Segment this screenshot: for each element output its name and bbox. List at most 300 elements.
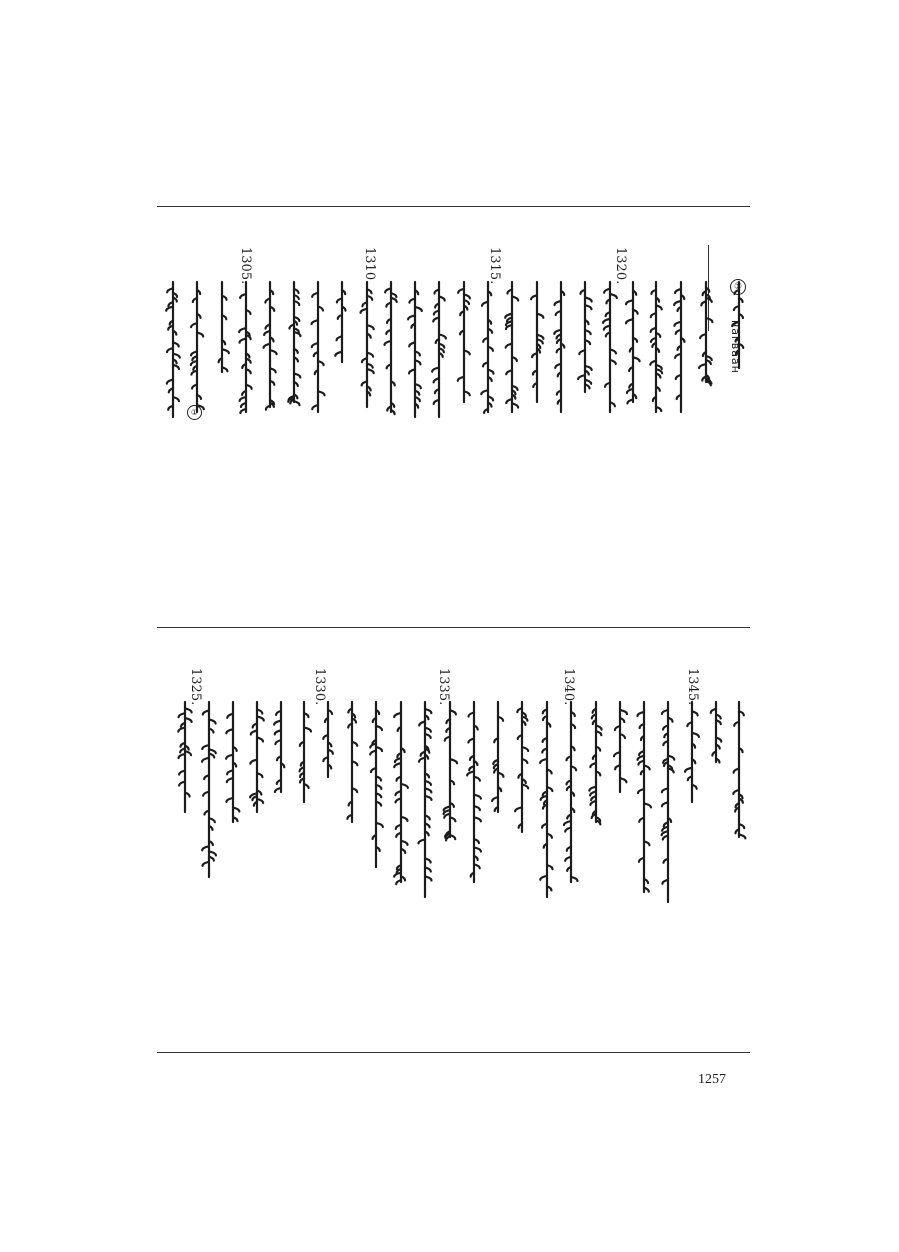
script-stroke: [386, 330, 391, 334]
script-stroke: [488, 403, 491, 407]
script-stroke: [342, 307, 345, 311]
script-stroke: [687, 722, 692, 726]
lower-script-line: [515, 702, 528, 832]
script-stroke: [557, 391, 561, 395]
script-stroke: [246, 353, 249, 357]
script-stroke: [433, 318, 439, 322]
script-stroke: [401, 876, 405, 880]
script-stroke: [432, 368, 439, 372]
script-stroke: [641, 770, 644, 774]
script-stroke: [668, 765, 672, 769]
upper-script-line: [191, 282, 204, 412]
script-stroke: [270, 400, 274, 404]
script-stroke: [398, 727, 401, 731]
script-stroke: [246, 369, 251, 373]
upper-script-line: [531, 282, 543, 402]
script-stroke: [639, 858, 644, 862]
script-stroke: [522, 784, 528, 788]
script-stroke: [620, 718, 624, 722]
script-stroke: [739, 824, 744, 828]
script-stroke: [226, 798, 233, 802]
script-stroke: [610, 294, 617, 298]
script-stroke: [391, 293, 396, 297]
script-stroke: [385, 341, 391, 345]
script-stroke: [191, 351, 197, 355]
script-stroke: [585, 298, 592, 302]
script-stroke: [222, 296, 227, 300]
script-stroke: [592, 714, 596, 718]
script-stroke: [415, 384, 421, 388]
inline-footnote-marker: ①: [187, 405, 202, 420]
script-stroke: [318, 307, 323, 311]
script-stroke: [168, 326, 173, 330]
script-stroke: [656, 348, 659, 352]
script-stroke: [506, 370, 512, 374]
script-stroke: [395, 758, 401, 762]
script-stroke: [246, 359, 251, 363]
script-stroke: [394, 763, 401, 767]
script-stroke: [564, 821, 571, 825]
script-stroke: [561, 344, 564, 348]
script-stroke: [678, 307, 681, 311]
script-stroke: [419, 758, 425, 762]
script-stroke: [663, 741, 668, 745]
upper-script-line: [481, 282, 493, 413]
script-stroke: [585, 380, 591, 384]
script-stroke: [300, 742, 304, 746]
script-stroke: [464, 306, 467, 310]
script-stroke: [638, 789, 644, 793]
script-stroke: [275, 740, 281, 744]
script-stroke: [706, 378, 710, 382]
script-stroke: [415, 391, 419, 395]
line-number-1345: 1345.: [685, 668, 700, 706]
script-stroke: [385, 288, 391, 292]
script-stroke: [328, 710, 332, 714]
script-stroke: [700, 334, 706, 338]
script-stroke: [394, 873, 401, 877]
script-stroke: [739, 298, 743, 302]
script-stroke: [739, 314, 743, 318]
script-stroke: [663, 836, 668, 840]
script-stroke: [542, 748, 547, 752]
script-stroke: [590, 763, 596, 767]
upper-script-line: [219, 282, 229, 372]
script-stroke: [488, 291, 491, 295]
script-stroke: [419, 722, 425, 726]
script-stroke: [376, 793, 381, 797]
script-stroke: [610, 349, 616, 353]
script-stroke: [300, 778, 304, 782]
script-stroke: [541, 796, 547, 800]
script-stroke: [736, 803, 739, 807]
script-stroke: [425, 823, 430, 827]
script-stroke: [348, 724, 352, 728]
script-stroke: [474, 847, 481, 851]
script-stroke: [620, 710, 627, 714]
script-stroke: [192, 356, 197, 360]
script-stroke: [668, 818, 671, 822]
script-stroke: [641, 736, 644, 740]
lower-script-line: [444, 702, 457, 840]
script-stroke: [209, 749, 216, 753]
script-stroke: [591, 796, 596, 800]
script-stroke: [543, 791, 547, 795]
script-stroke: [543, 805, 547, 809]
script-stroke: [522, 712, 526, 716]
script-stroke: [240, 409, 246, 413]
script-stroke: [294, 382, 298, 386]
script-stroke: [396, 825, 401, 829]
lower-script-line: [370, 702, 383, 867]
script-stroke: [349, 802, 352, 806]
script-stroke: [445, 834, 450, 838]
script-stroke: [204, 811, 209, 815]
script-stroke: [712, 752, 716, 756]
script-stroke: [604, 326, 610, 330]
top-rule: [157, 206, 750, 207]
line-number-1305: 1305.: [238, 247, 253, 285]
script-stroke: [692, 711, 698, 715]
script-stroke: [656, 369, 662, 373]
script-stroke: [596, 731, 601, 735]
script-stroke: [446, 836, 450, 840]
script-stroke: [488, 396, 493, 400]
script-stroke: [512, 395, 515, 399]
script-stroke: [464, 300, 469, 304]
script-stroke: [257, 791, 261, 795]
script-stroke: [178, 728, 185, 732]
script-stroke: [209, 857, 214, 861]
script-stroke: [606, 299, 610, 303]
script-stroke: [352, 719, 356, 723]
script-stroke: [507, 290, 512, 294]
script-stroke: [735, 808, 739, 812]
script-stroke: [506, 325, 512, 329]
script-stroke: [663, 859, 668, 863]
middle-rule: [157, 627, 750, 628]
line-number-1325: 1325.: [188, 668, 203, 706]
script-stroke: [257, 710, 262, 714]
script-stroke: [739, 799, 743, 803]
script-stroke: [179, 771, 185, 775]
script-stroke: [444, 806, 450, 810]
script-stroke: [185, 746, 189, 750]
script-stroke: [304, 784, 309, 788]
script-stroke: [191, 371, 197, 375]
script-stroke: [203, 711, 209, 715]
script-stroke: [434, 400, 439, 404]
script-stroke: [401, 849, 405, 853]
script-stroke: [668, 768, 674, 772]
script-stroke: [567, 780, 571, 784]
upper-script-line: [239, 282, 251, 413]
script-stroke: [537, 314, 543, 318]
script-stroke: [376, 747, 382, 751]
script-stroke: [222, 349, 229, 353]
script-stroke: [620, 734, 625, 738]
script-stroke: [512, 403, 518, 407]
script-stroke: [662, 802, 668, 806]
script-stroke: [474, 864, 480, 868]
script-stroke: [633, 357, 640, 361]
script-stroke: [239, 328, 246, 332]
script-stroke: [294, 349, 298, 353]
lower-script-line: [274, 702, 284, 792]
script-stroke: [567, 847, 571, 851]
upper-script-line: [505, 282, 518, 412]
script-stroke: [506, 344, 512, 348]
script-stroke: [557, 334, 561, 338]
script-stroke: [435, 304, 439, 308]
script-stroke: [257, 717, 264, 721]
script-stroke: [469, 766, 474, 770]
script-stroke: [435, 389, 439, 393]
script-stroke: [470, 756, 474, 760]
script-stroke: [173, 397, 179, 401]
script-stroke: [421, 752, 425, 756]
script-stroke: [257, 773, 262, 777]
script-stroke: [716, 738, 721, 742]
script-stroke: [446, 728, 450, 732]
script-stroke: [474, 777, 480, 781]
script-stroke: [277, 780, 281, 784]
script-stroke: [411, 324, 415, 328]
script-stroke: [418, 839, 425, 843]
script-stroke: [193, 298, 197, 302]
script-stroke: [233, 808, 239, 812]
script-stroke: [585, 320, 589, 324]
script-stroke: [571, 877, 577, 881]
script-stroke: [352, 761, 357, 765]
lower-script-line: [685, 702, 699, 802]
script-stroke: [270, 290, 273, 294]
script-stroke: [367, 391, 370, 395]
script-stroke: [197, 290, 200, 294]
script-stroke: [739, 794, 743, 798]
script-stroke: [662, 831, 668, 835]
script-stroke: [396, 777, 401, 781]
script-stroke: [376, 785, 381, 789]
script-stroke: [276, 711, 281, 715]
script-stroke: [639, 818, 644, 822]
script-stroke: [488, 370, 494, 374]
script-stroke: [633, 394, 636, 398]
script-stroke: [685, 768, 692, 772]
script-stroke: [579, 350, 585, 354]
script-stroke: [656, 387, 660, 391]
script-stroke: [662, 880, 668, 884]
script-stroke: [537, 349, 540, 353]
script-stroke: [578, 375, 585, 379]
script-stroke: [270, 337, 274, 341]
script-stroke: [362, 358, 367, 362]
lower-script-line: [637, 702, 650, 892]
script-stroke: [277, 756, 281, 760]
script-stroke: [471, 873, 474, 877]
lower-script-line: [733, 702, 745, 838]
script-stroke: [409, 342, 415, 346]
script-stroke: [469, 713, 474, 717]
script-stroke: [362, 302, 367, 306]
script-stroke: [547, 723, 550, 727]
script-stroke: [415, 397, 420, 401]
upper-script-line: [458, 282, 470, 402]
script-stroke: [580, 290, 585, 294]
script-stroke: [415, 404, 418, 408]
script-stroke: [656, 298, 659, 302]
script-stroke: [275, 788, 281, 792]
script-stroke: [571, 724, 575, 728]
script-stroke: [425, 728, 431, 732]
script-stroke: [605, 383, 610, 387]
script-stroke: [254, 802, 257, 806]
script-stroke: [294, 401, 300, 405]
script-stroke: [554, 330, 561, 334]
script-stroke: [656, 365, 662, 369]
script-stroke: [367, 296, 372, 300]
script-stroke: [318, 391, 325, 395]
script-stroke: [439, 334, 446, 338]
script-stroke: [444, 810, 450, 814]
script-stroke: [444, 814, 450, 818]
script-stroke: [481, 390, 488, 394]
script-stroke: [335, 352, 342, 356]
script-stroke: [450, 710, 456, 714]
script-stroke: [498, 773, 503, 777]
script-stroke: [663, 759, 668, 763]
script-stroke: [507, 318, 512, 322]
script-stroke: [606, 312, 610, 316]
lower-script-line: [226, 702, 239, 822]
script-stroke: [458, 377, 464, 381]
script-stroke: [656, 373, 660, 377]
script-stroke: [644, 888, 649, 892]
script-stroke: [318, 361, 324, 365]
script-stroke: [629, 367, 633, 371]
script-stroke: [434, 311, 439, 315]
script-stroke: [734, 722, 739, 726]
script-stroke: [209, 720, 216, 724]
script-stroke: [209, 818, 215, 822]
script-stroke: [401, 748, 405, 752]
lower-script-lines: [178, 702, 745, 902]
script-stroke: [716, 759, 719, 763]
script-stroke: [246, 332, 250, 336]
script-stroke: [474, 726, 478, 730]
script-stroke: [450, 803, 454, 807]
script-stroke: [558, 400, 561, 404]
script-stroke: [706, 318, 712, 322]
script-stroke: [222, 315, 226, 319]
script-stroke: [367, 364, 373, 368]
script-stroke: [567, 815, 571, 819]
script-stroke: [396, 833, 401, 837]
script-stroke: [252, 796, 257, 800]
script-stroke: [328, 742, 331, 746]
script-stroke: [615, 765, 620, 769]
script-stroke: [547, 865, 553, 869]
script-stroke: [703, 291, 706, 295]
script-stroke: [227, 778, 233, 782]
script-stroke: [209, 851, 216, 855]
script-stroke: [167, 348, 173, 352]
script-stroke: [203, 792, 209, 796]
script-stroke: [376, 776, 381, 780]
script-stroke: [699, 364, 706, 368]
script-stroke: [323, 757, 328, 761]
script-stroke: [585, 384, 590, 388]
script-stroke: [590, 791, 596, 795]
script-stroke: [692, 759, 695, 763]
lower-script-line: [250, 702, 264, 812]
script-stroke: [593, 720, 596, 724]
lower-script-line: [589, 702, 601, 824]
script-stroke: [294, 289, 299, 293]
script-stroke: [701, 301, 706, 305]
script-stroke: [439, 353, 443, 357]
script-stroke: [537, 339, 543, 343]
script-stroke: [543, 709, 547, 713]
script-stroke: [274, 721, 281, 725]
script-stroke: [257, 738, 263, 742]
upper-script-line: [361, 282, 374, 407]
script-stroke: [222, 340, 225, 344]
line-number-1320: 1320.: [613, 247, 628, 285]
script-stroke: [517, 708, 522, 712]
script-stroke: [450, 759, 457, 763]
script-stroke: [571, 712, 575, 716]
script-stroke: [739, 748, 743, 752]
script-stroke: [711, 709, 716, 713]
script-stroke: [367, 369, 374, 373]
script-stroke: [227, 714, 233, 718]
script-stroke: [197, 314, 201, 318]
script-stroke: [179, 754, 185, 758]
upper-script-line: [603, 282, 617, 412]
script-stroke: [474, 795, 481, 799]
upper-script-line: [166, 282, 180, 417]
script-stroke: [446, 831, 450, 835]
script-stroke: [376, 710, 379, 714]
script-stroke: [352, 788, 357, 792]
script-stroke: [498, 787, 501, 791]
script-stroke: [181, 723, 185, 727]
script-stroke: [734, 306, 739, 310]
script-stroke: [425, 815, 430, 819]
script-stroke: [692, 744, 695, 748]
script-stroke: [474, 856, 478, 860]
upper-script-line: [650, 282, 662, 412]
script-stroke: [596, 726, 602, 730]
script-stroke: [633, 338, 637, 342]
upper-script-line: [554, 282, 564, 412]
lower-script-line: [467, 702, 481, 882]
script-stroke: [557, 348, 561, 352]
script-stroke: [596, 817, 600, 821]
script-stroke: [567, 867, 571, 871]
script-stroke: [173, 298, 177, 302]
script-stroke: [445, 737, 450, 741]
script-stroke: [488, 320, 491, 324]
script-stroke: [593, 811, 596, 815]
script-stroke: [662, 827, 668, 831]
script-stroke: [467, 771, 474, 775]
script-stroke: [397, 753, 401, 757]
script-stroke: [483, 362, 488, 366]
script-stroke: [482, 302, 488, 306]
script-stroke: [532, 353, 537, 357]
